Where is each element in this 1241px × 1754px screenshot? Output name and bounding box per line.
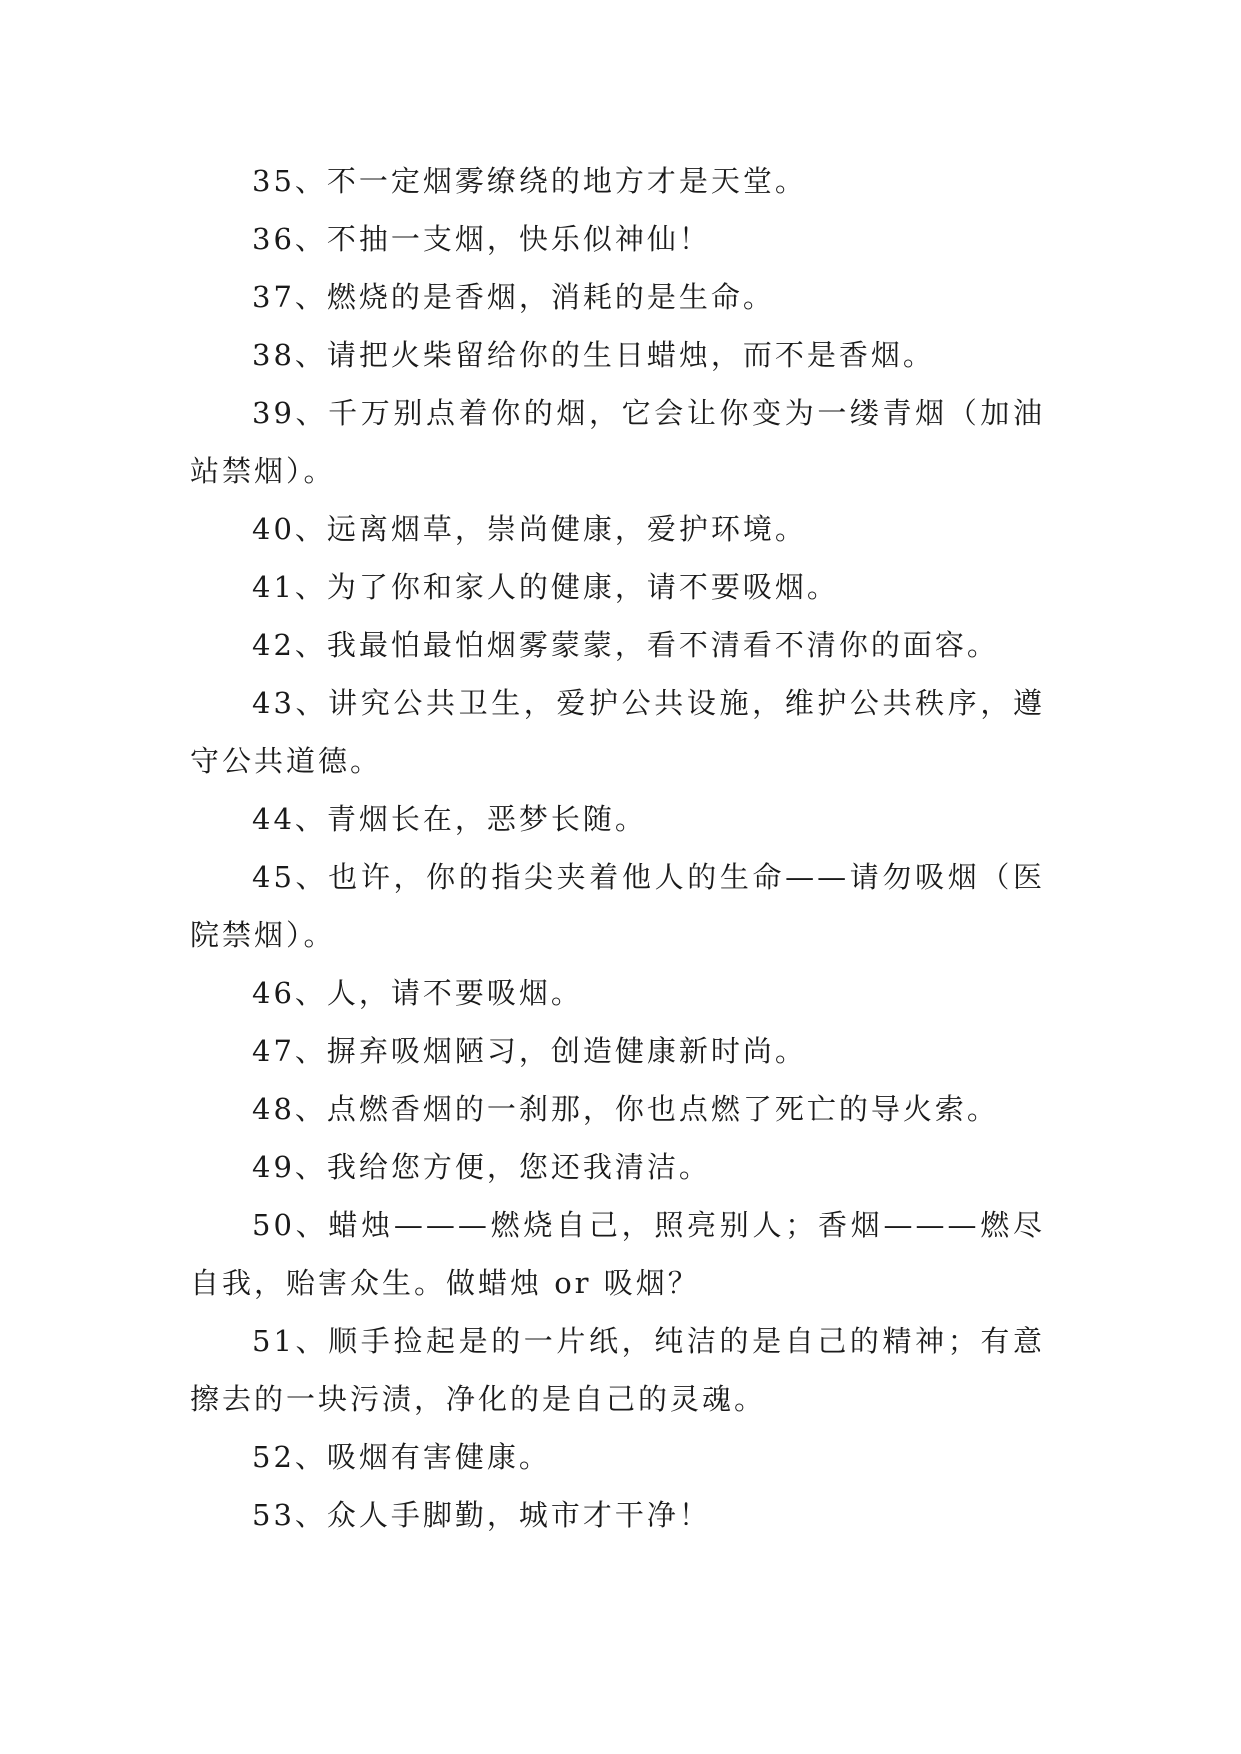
slogan-item-35: 35、不一定烟雾缭绕的地方才是天堂。: [252, 164, 807, 198]
slogan-item-41: 41、为了你和家人的健康，请不要吸烟。: [252, 570, 839, 604]
slogan-item-47: 47、摒弃吸烟陋习，创造健康新时尚。: [252, 1034, 807, 1068]
slogan-list: [190, 152, 1045, 1544]
slogan-item-44: 44、青烟长在，恶梦长随。: [252, 802, 647, 836]
slogan-item-37: 37、燃烧的是香烟，消耗的是生命。: [252, 280, 775, 314]
slogan-item-39: 39、千万别点着你的烟，它会让你变为一缕青烟（加油站禁烟）。: [190, 396, 1045, 488]
slogan-item-43: 43、讲究公共卫生，爱护公共设施，维护公共秩序，遵守公共道德。: [190, 686, 1045, 778]
slogan-item-49: 49、我给您方便，您还我清洁。: [252, 1150, 711, 1184]
slogan-item-38: 38、请把火柴留给你的生日蜡烛，而不是香烟。: [252, 338, 935, 372]
slogan-item-53: 53、众人手脚勤，城市才干净！: [252, 1498, 711, 1532]
slogan-item-40: 40、远离烟草，崇尚健康，爱护环境。: [252, 512, 807, 546]
slogan-item-50: 50、蜡烛———燃烧自己，照亮别人；香烟———燃尽自我，贻害众生。做蜡烛 or 吸烟？: [190, 1208, 1045, 1300]
slogan-item-51: 51、顺手捡起是的一片纸，纯洁的是自己的精神；有意擦去的一块污渍，净化的是自己的灵魂。: [190, 1324, 1045, 1416]
slogan-item-36: 36、不抽一支烟，快乐似神仙！: [252, 222, 711, 256]
slogan-item-46: 46、人，请不要吸烟。: [252, 976, 583, 1010]
slogan-item-48: 48、点燃香烟的一刹那，你也点燃了死亡的导火索。: [252, 1092, 999, 1126]
slogan-item-52: 52、吸烟有害健康。: [252, 1440, 551, 1474]
slogan-item-42: 42、我最怕最怕烟雾蒙蒙，看不清看不清你的面容。: [252, 628, 999, 662]
slogan-item-45: 45、也许，你的指尖夹着他人的生命——请勿吸烟（医院禁烟）。: [190, 860, 1045, 952]
